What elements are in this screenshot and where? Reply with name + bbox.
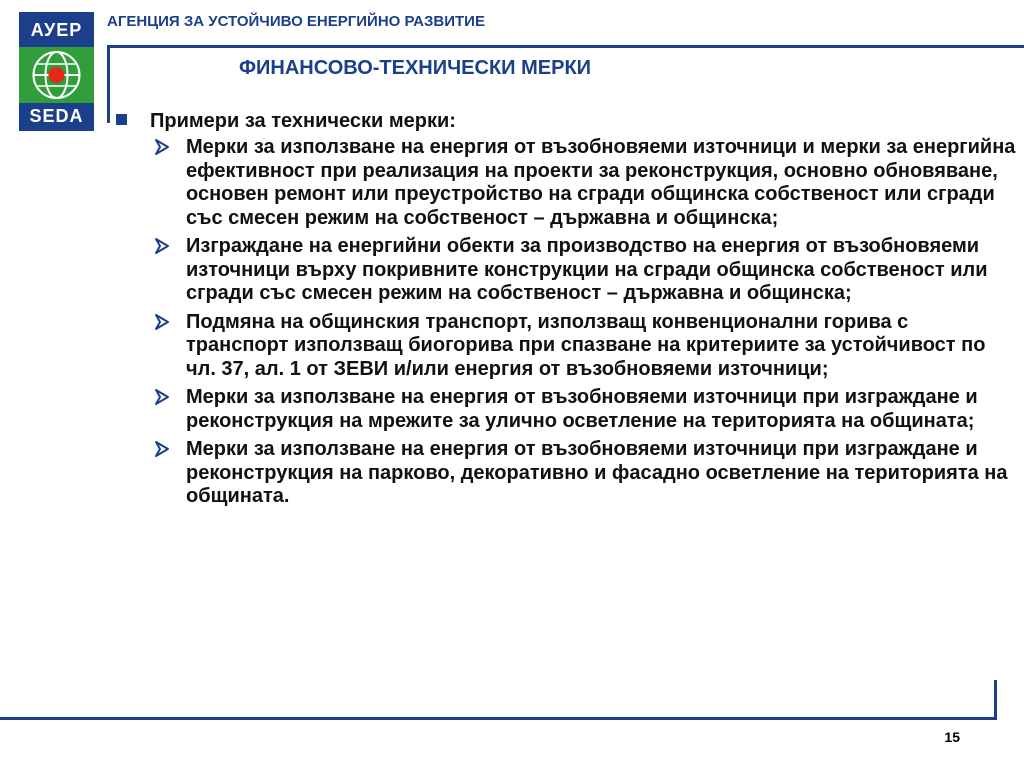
content-heading-text: Примери за технически мерки: (150, 110, 456, 132)
list-item (116, 386, 1016, 433)
arrow-bullet-icon (154, 440, 170, 458)
square-bullet-icon (116, 114, 127, 125)
list-item-text: Мерки за използване на енергия от възобновяеми източници при изграждане и реконструкция на парково, декоративно и фасадно осветление на територията на общината. (186, 438, 1008, 507)
page-number: 15 (944, 729, 960, 745)
list-item (116, 438, 1016, 509)
footer-vertical-divider (994, 680, 997, 720)
measures-list (116, 136, 1016, 509)
agency-name: АГЕНЦИЯ ЗА УСТОЙЧИВО ЕНЕРГИЙНО РАЗВИТИЕ (107, 13, 485, 30)
list-item (116, 235, 1016, 306)
list-item-text: Подмяна на общинския транспорт, използващ конвенционални горива с транспорт използващ биогорива при спазване на критериите за устойчивост по чл. 37, ал. 1 от ЗЕВИ и/или енергия от възобновяеми източници; (186, 310, 986, 380)
list-item-text: Мерки за използване на енергия от възобновяеми източници при изграждане и реконструкция на мрежите за улично осветление на територията на общината; (186, 386, 978, 432)
list-item-text: Изграждане на енергийни обекти за производство на енергия от възобновяеми източници върху покривните конструкции на сгради общинска собственост или сгради със смесен режим на собственост – държавна и общинска; (186, 235, 988, 304)
list-item (116, 311, 1016, 382)
arrow-bullet-icon (154, 237, 170, 255)
slide-title: ФИНАНСОВО-ТЕХНИЧЕСКИ МЕРКИ (238, 57, 592, 79)
list-item-text: Мерки за използване на енергия от възобновяеми източници и мерки за енергийна ефективност при реализация на проекти за реконструкция, основно обновяване, основен ремонт или преустройство на сгради общинска собственост или сгради със смесен режим на собственост – държавна и общинска; (186, 136, 1016, 229)
list-item (116, 136, 1016, 230)
arrow-bullet-icon (154, 388, 170, 406)
logo-top-text: АУЕР (30, 20, 83, 40)
header-divider (107, 45, 1024, 48)
footer-divider (0, 717, 997, 720)
logo-bottom-text: SEDA (29, 106, 84, 126)
content-heading (116, 109, 1016, 133)
arrow-bullet-icon (154, 313, 170, 331)
slide-content (116, 109, 1016, 514)
arrow-bullet-icon (154, 138, 170, 156)
